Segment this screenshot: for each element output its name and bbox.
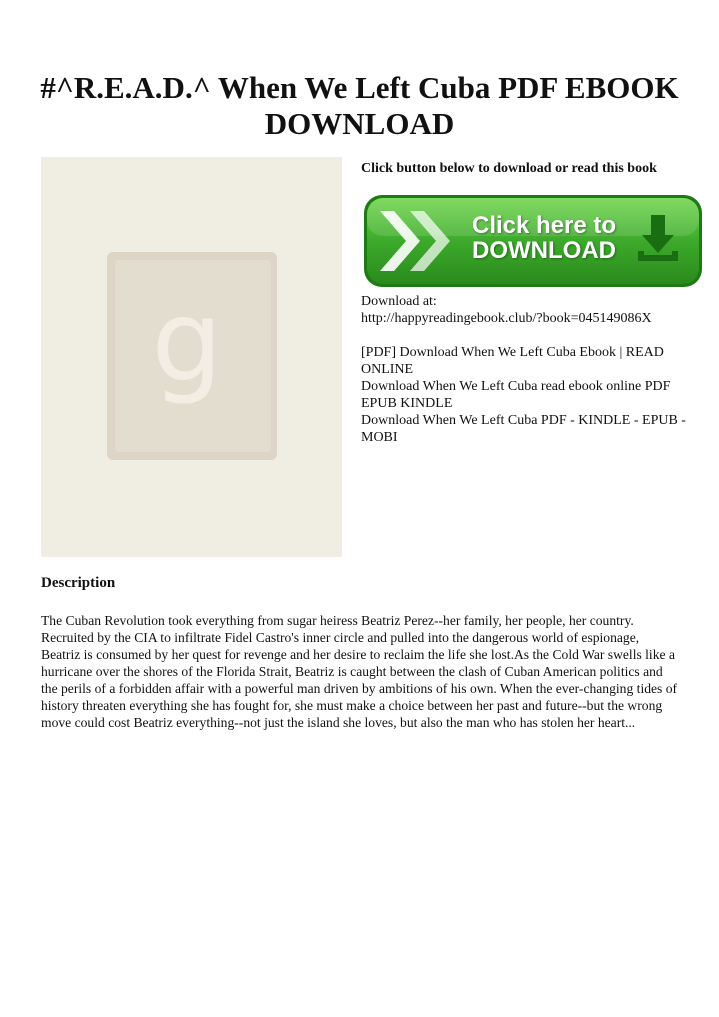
- link-read-ebook-online[interactable]: Download When We Left Cuba read ebook online PDF EPUB KINDLE: [361, 379, 671, 411]
- download-at-label: Download at:: [361, 294, 437, 309]
- page-title: #^R.E.A.D.^ When We Left Cuba PDF EBOOK DOWNLOAD: [40, 70, 679, 141]
- cta-area: [361, 160, 706, 177]
- download-url-link[interactable]: http://happyreadingebook.club/?book=045149086X: [361, 311, 652, 326]
- goodreads-book-icon: [107, 252, 277, 460]
- link-pdf-read-online[interactable]: [PDF] Download When We Left Cuba Ebook | READ ONLINE: [361, 345, 664, 377]
- button-line2: DOWNLOAD: [472, 237, 616, 264]
- link-pdf-kindle-epub-mobi[interactable]: Download When We Left Cuba PDF - KINDLE - EPUB - MOBI: [361, 413, 686, 445]
- download-info: [361, 293, 706, 446]
- cover-letter: g: [151, 277, 223, 407]
- download-button-label: [472, 213, 616, 263]
- description-heading: Description: [41, 575, 116, 591]
- download-button[interactable]: [362, 193, 704, 289]
- book-cover-placeholder: [41, 157, 342, 557]
- description-text: The Cuban Revolution took everything from sugar heiress Beatriz Perez--her family, her people, her country. Recruited by the CIA to infiltrate Fidel Castro's inner circle and pulled into the dangerous world of espionage, Beatriz is consumed by her quest for revenge and her desire to reclaim the life she lost.As the Cold War swells like a hurricane over the shores of the Florida Strait, Beatriz is caught between the clash of Cuban American politics and the perils of a forbidden affair with a powerful man driven by ambitions of his own. When the ever-changing tides of history threaten everything she has fought for, she must make a choice between her past and future--but the wrong move could cost Beatriz everything--not just the island she loves, but also the man who has stolen her heart...: [41, 613, 678, 730]
- cta-text: Click button below to download or read this book: [361, 161, 657, 176]
- button-line1: Click here to: [472, 212, 617, 239]
